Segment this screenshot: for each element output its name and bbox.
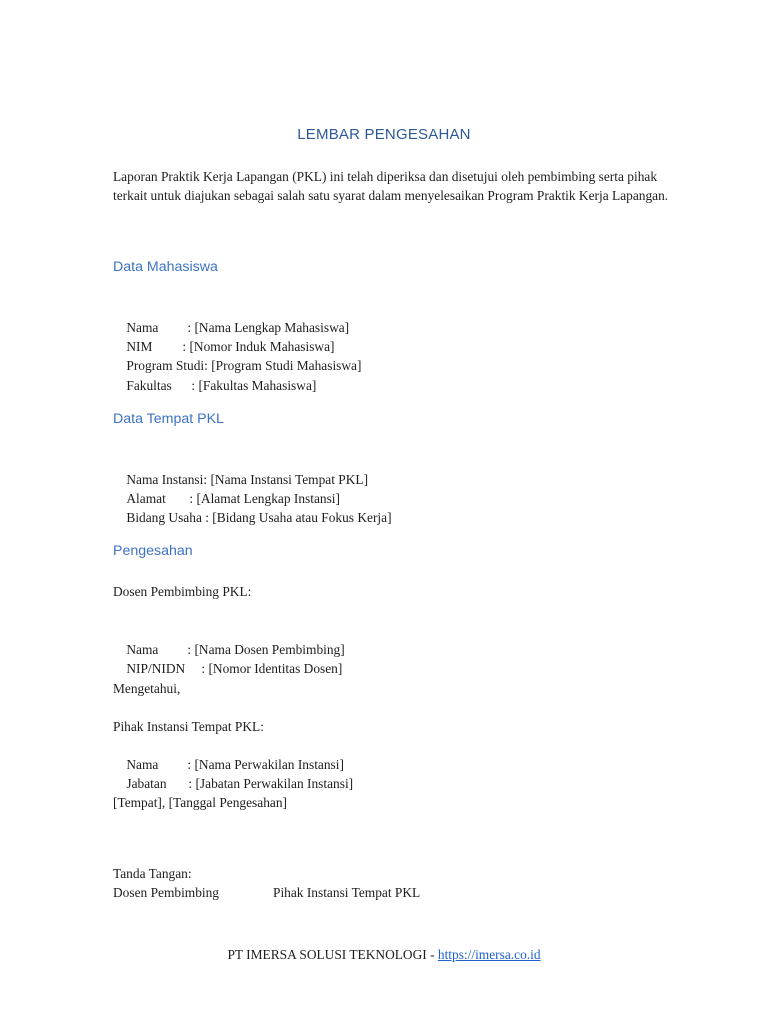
field-value: : [Nama Dosen Pembimbing]	[187, 642, 345, 657]
field-label: Nama	[126, 757, 159, 772]
field-value: : [Bidang Usaha atau Fokus Kerja]	[201, 510, 392, 525]
section-heading-mahasiswa: Data Mahasiswa	[113, 259, 218, 275]
field-value: : [Jabatan Perwakilan Instansi]	[188, 776, 354, 791]
field-value: : [Nomor Identitas Dosen]	[201, 661, 343, 676]
field-label: Bidang Usaha	[126, 510, 202, 525]
section-heading-pengesahan: Pengesahan	[113, 543, 193, 559]
signature-dosen-label: Dosen Pembimbing	[113, 885, 220, 900]
field-value: : [Nama Lengkap Mahasiswa]	[187, 320, 350, 335]
field-nama-instansi	[113, 451, 369, 487]
tanda-tangan-title: Tanda Tangan:	[113, 866, 192, 881]
section-heading-tempat-pkl: Data Tempat PKL	[113, 411, 224, 427]
field-label: Jabatan	[126, 776, 167, 791]
field-nama-dosen	[113, 621, 345, 657]
field-label: Alamat	[126, 491, 166, 506]
field-label: NIP/NIDN	[126, 661, 186, 676]
field-bidang-usaha	[113, 489, 392, 525]
field-label: NIM	[126, 339, 153, 354]
signature-pihak-label: Pihak Instansi Tempat PKL	[273, 885, 421, 900]
field-label: Nama Instansi	[126, 472, 204, 487]
page-title: LEMBAR PENGESAHAN	[297, 126, 471, 143]
field-program-studi	[113, 337, 362, 373]
field-value: : [Nama Instansi Tempat PKL]	[203, 472, 369, 487]
pihak-instansi-title: Pihak Instansi Tempat PKL:	[113, 719, 264, 734]
field-nim	[113, 318, 335, 354]
field-fakultas	[113, 357, 317, 393]
field-nama-mahasiswa	[113, 299, 350, 335]
field-label: Nama	[126, 642, 159, 657]
footer-company: PT IMERSA SOLUSI TEKNOLOGI -	[227, 947, 438, 962]
dosen-pembimbing-title: Dosen Pembimbing PKL:	[113, 584, 252, 599]
field-nama-perwakilan	[113, 736, 344, 772]
field-value: : [Fakultas Mahasiswa]	[191, 378, 317, 393]
footer	[0, 945, 768, 964]
field-alamat	[113, 470, 340, 506]
intro-paragraph: Laporan Praktik Kerja Lapangan (PKL) ini telah diperiksa dan disetujui oleh pembimbing serta pihak terkait untuk diajukan sebagai salah satu syarat dalam menyelesaikan Program Praktik Kerja Lapangan.	[113, 169, 669, 204]
field-nip-nidn	[113, 640, 345, 676]
mengetahui-text: Mengetahui,	[113, 681, 181, 696]
field-value: : [Alamat Lengkap Instansi]	[189, 491, 340, 506]
field-label: Fakultas	[126, 378, 172, 393]
field-value: : [Program Studi Mahasiswa]	[204, 358, 362, 373]
field-value: : [Nama Perwakilan Instansi]	[187, 757, 344, 772]
field-label: Nama	[126, 320, 159, 335]
footer-link[interactable]: https://imersa.co.id	[437, 947, 541, 962]
field-value: : [Nomor Induk Mahasiswa]	[182, 339, 335, 354]
field-label: Program Studi	[126, 358, 205, 373]
field-jabatan	[113, 755, 354, 791]
tempat-tanggal: [Tempat], [Tanggal Pengesahan]	[113, 795, 287, 810]
